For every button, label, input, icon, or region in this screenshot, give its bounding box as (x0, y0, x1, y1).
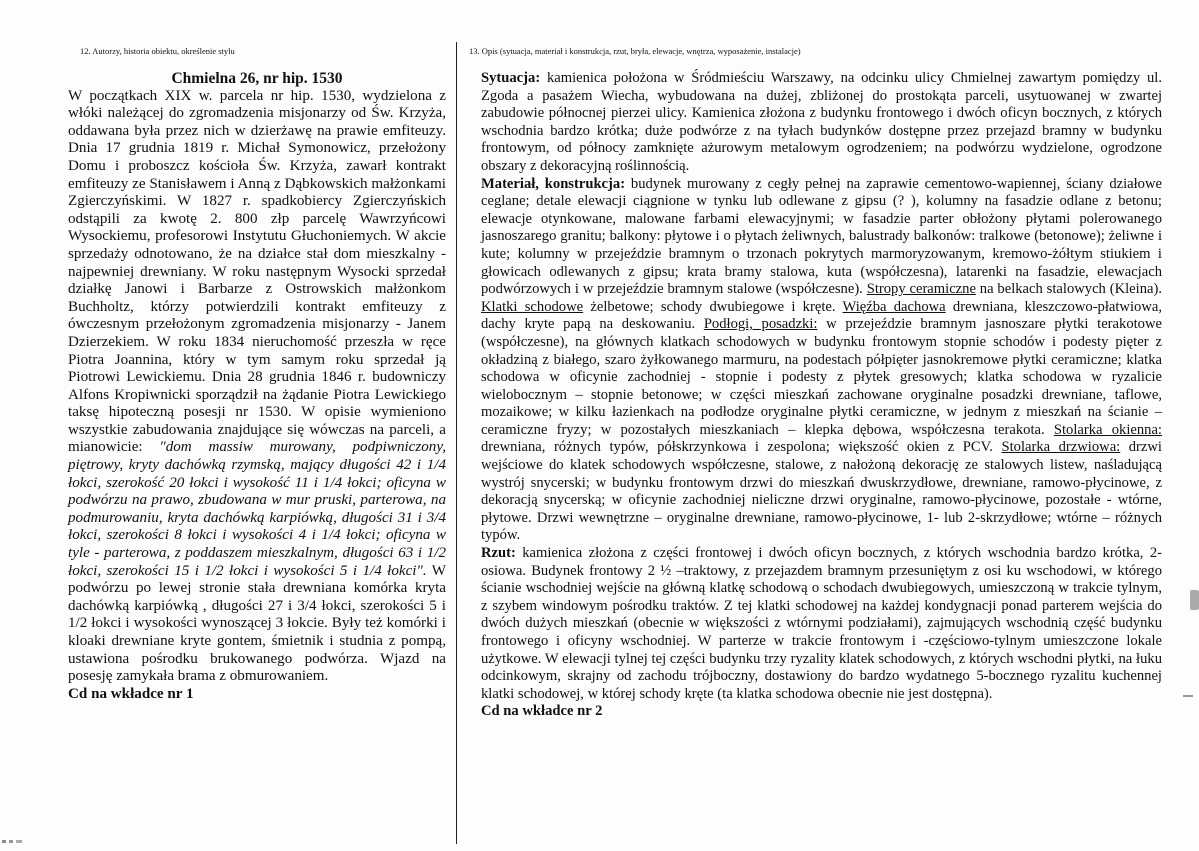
scan-edge-mark (1190, 590, 1199, 610)
document-title: Chmielna 26, nr hip. 1530 (171, 70, 343, 87)
scan-artifact (2, 840, 42, 843)
rzut-paragraph: Rzut: kamienica złożona z części frontowej i dwóch oficyn bocznych, z których wschodnia bardzo krótka, 2-osiowa. Budynek frontowy 2 ½ –traktowy, z przejazdem bramnym przesuniętym z osi ku wschodowi, w którego ścianie wschodniej wejście na główną klatkę schodową o schodach dwubiegowych, umieszczoną w trakcie tylnym, z szybem windowym pośrodku traktów. Z tej klatki schodowej na każdej kondygnacji ponad parterem wejścia do dwóch dużych mieszkań (obecnie w większości z wtórnymi podziałami), zajmujących wschodnią część budynku frontowego i oficyny wschodniej. W parterze w trakcie frontowym i -częściowo-tylnym umieszczone lokale użytkowe. W elewacji tylnej tej części budynku trzy ryzality klatek schodowych, z których wschodni płytki, na łuku odcinkowym, skrajny od zachodu trójboczny, dostawiony do bardzo wydatnego 5-bocznego ryzalitu kuchennej klatki schodowej, w której schody kręte (ta klatka schodowa obecnie nie jest dostępna). (481, 545, 1162, 702)
material-paragraph: Materiał, konstrukcja: budynek murowany z cegły pełnej na zaprawie cementowo-wapiennej, ściany działowe ceglane; detale elewacji ciągnione w tynku lub odlewane z gipsu (? ), kolumny na fasadzie odlane z betonu; elewacje otynkowane, malowane farbami elewacyjnymi; w fasadzie parter obłożony płytami polerowanego jasnoszarego granitu; balkony: płytowe i o płytach żeliwnych, balustrady balkonów: tralkowe (betonowe); żeliwne i kute; kolumny w przejeździe bramnym o trzonach pokrytych marmoryzowanym, kremowo-żółtym stiukiem i głowicach odlewanych z gipsu; krata bramy stalowa, kuta (współczesna), latarenki na fasadzie, elewacjach podwórzowych i w przejeździe bramnym stalowe (współczesne). Stropy ceramiczne na belkach stalowych (Kleina). Klatki schodowe żelbetowe; schody dwubiegowe i kręte. Więźba dachowa drewniana, kleszczowo-płatwiowa, dachy kryte papą na deskowaniu. Podłogi, posadzki: w przejeździe bramnym jasnoszare płytki terakotowe (współczesne), na głównych klatkach schodowych w budynku frontowym stopnie schodów i podesty pięter z okładziną z białego, szaro żyłkowanego marmuru, na podestach półpięter jasnokremowe płytki ceramiczne; klatka schodowa w oficynie zachodniej - stopnie i podesty z płytek gresowych; klatka schodowa w ryzalicie wielobocznym – stopnie betonowe; w części mieszkań zachowane oryginalne posadzki drewniane, taflowe, mozaikowe; w kilku łazienkach na podłodze oryginalne płytki ceramiczne, w jednym z mieszkań na ścianie – ceramiczne fryzy; w pozostałych mieszkaniach – klepka dębowa, współczesna terakota. Stolarka okienna: drewniana, różnych typów, półskrzynkowa i zespolona; większość okien z PCV. Stolarka drzwiowa: drzwi wejściowe do klatek schodowych współczesne, stalowe, z nałożoną dekorację ze stalowych listew, naśladującą wystrój snycerski; w budynku frontowym drzwi do mieszkań dwuskrzydłowe, drewniane, ramowo-płycinowe, z dekoracją snycerską; w oficynie zachodniej nieliczne drzwi oryginalne, ramowo-płycinowe, pozostałe - wtórne, płytowe. Drzwi wewnętrzne – oryginalne drewniane, ramowo-płycinowe, 1- lub 2-skrzydłowe; wtórne – różnych typów. (481, 175, 1162, 544)
wiezba-label: Więźba dachowa (842, 298, 946, 315)
okienna-label: Stolarka okienna: (1053, 421, 1162, 438)
column-divider (456, 42, 457, 844)
history-intro: W początkach XIX w. parcela nr hip. 1530, wydzielona z włóki należącej do zgromadzenia misjonarzy od Św. Krzyża, oddawana była przez nich w dzierżawę na prawie emfiteuzy. Dnia 17 grudnia 1819 r. Michał Symonowicz, przełożony Domu i proboszcz kościoła Św. Krzyża, zawarł kontrakt emfiteuzy ze Stanisławem i Anną z Dąbkowskich małżonkami Zgierczyńskimi. W 1827 r. spadkobiercy Zgierczyńskich odstąpili za kwotę 2. 800 złp parcelę Wawrzyńcowi Wysockiemu, profesorowi Instytutu Głuchoniemych. W akcie sprzedaży odnotowano, że na działce stał dom mieszkalny - najpewniej drewniany. W roku następnym Wysocki sprzedał działkę Janowi i Barbarze z Ostrowskich małżonkom Buchholtz, którzy potwierdzili kontrakt emfiteuzy z ówczesnym przełożonym zgromadzenia misjonarzy - Janem Dzierzekiem. W roku 1834 nieruchomość przeszła w ręce Piotra Joannina, który w tym samym roku sprzedał ją Piotrowi Lewickiemu. Dnia 28 grudnia 1846 r. budowniczy Alfons Kropiwnicki sporządził na żądanie Piotra Lewickiego taksę hipoteczną posesji nr 1530. W opisie wymieniono wszystkie zabudowania znajdujące się wówczas na parceli, a mianowicie: (68, 87, 446, 456)
sytuacja-label: Sytuacja: (481, 70, 541, 86)
rzut-label: Rzut: (481, 545, 516, 562)
description-column (469, 46, 1162, 721)
section-12-header: 12. Autorzy, historia obiektu, określenie stylu (80, 46, 235, 56)
drzwiowa-label: Stolarka drzwiowa: (1001, 439, 1121, 456)
stropy-label: Stropy ceramiczne (866, 281, 976, 298)
history-end: W podwórzu po lewej stronie stała drewniana komórka kryta dachówką karpiówką , długości 27 i 3/4 łokci, szerokości 5 i 1/2 łokci i wysokości wynoszącej 3 łokcie. Były też komórki i kloaki drewniane kryte gontem, śmietnik i studnia z pompą, ustawiona pośrodku brukowanego podwórza. Wjazd na posesję zamykała brama z obmurowaniem. (68, 562, 446, 685)
scan-edge-mark (1183, 695, 1193, 697)
historic-quote: "dom massiw murowany, podpiwniczony, piętrowy, kryty dachówką rzymską, mający długości 42 i 1/4 łokci, szerokość 20 łokci i wysokość 11 i 1/4 łokci; oficyna w podwórzu na prawo, zbudowana w mur pruski, parterowa, na podmurowaniu, kryta dachówką karpiówką, długości 31 i 3/4 łokci, szerokości 8 łokci i wysokości 4 i 1/4 łokci; oficyna w tyle - parterowa, z poddaszem mieszkalnym, długości 63 i 1/2 łokci, szerokości 15 i 1/2 łokci i wysokości 5 i 1/4 łokci". (68, 439, 446, 579)
sytuacja-paragraph: Sytuacja: kamienica położona w Śródmieściu Warszawy, na odcinku ulicy Chmielnej zawartym pomiędzy ul. Zgoda a pasażem Wiecha, wybudowana na dużej, zbliżonej do prostokąta parceli, usytuowanej w zwartej zabudowie północnej pierzei ulicy. Kamienica złożona z budynku frontowego i dwóch oficyn bocznych, z których wschodnia bardzo krótka; duże podwórze z na tyłach budynków dostępne przez przejazd bramny w budynku frontowym, od północy zamknięte ażurowym metalowym ogrodzeniem; na podwórzu wydzielone, ogrodzone obszary z dekoracyjną roślinnością. (481, 70, 1162, 174)
podlogi-label: Podłogi, posadzki: (703, 316, 818, 333)
klatki-label: Klatki schodowe (481, 298, 584, 315)
history-text (68, 88, 446, 686)
continuation-note-1: Cd na wkładce nr 1 (68, 685, 194, 702)
material-label: Materiał, konstrukcja: (481, 175, 626, 192)
history-column (68, 46, 446, 703)
section-13-header: 13. Opis (sytuacja, materiał i konstrukcja, rzut, bryła, elewacje, wnętrza, wyposażenie, instalacje) (469, 46, 801, 56)
continuation-note-2: Cd na wkładce nr 2 (481, 703, 603, 720)
